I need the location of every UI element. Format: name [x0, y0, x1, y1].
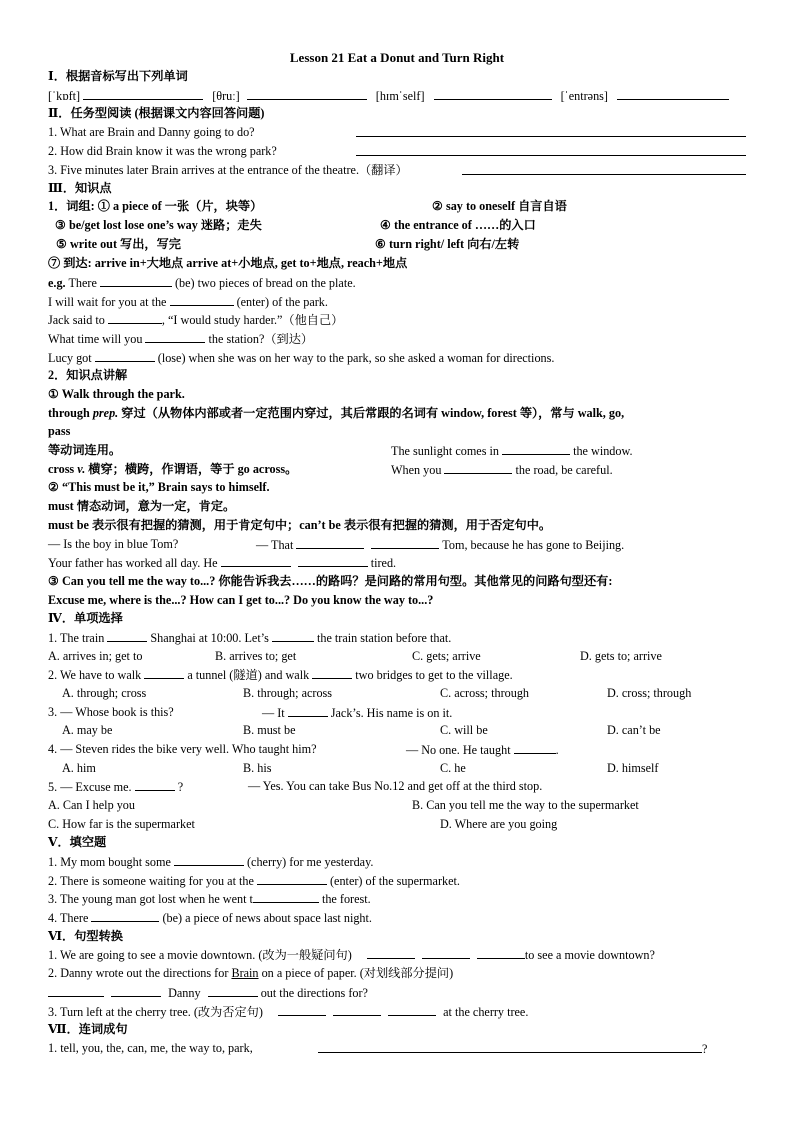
- knowledge-1-title: ① Walk through the park.: [48, 387, 185, 401]
- mc-option[interactable]: D. gets to; arrive: [580, 649, 662, 663]
- answer-blank[interactable]: [221, 555, 291, 567]
- phonetic-4: [ˈentrəns]: [560, 89, 608, 103]
- mc-option[interactable]: A. through; cross: [62, 686, 147, 700]
- reading-question-3: 3. Five minutes later Brain arrives at the entrance of the theatre.（翻译）: [48, 163, 408, 177]
- mc-option[interactable]: A. arrives in; get to: [48, 649, 143, 663]
- must-example-2: Your father has worked all day. He tired.: [48, 556, 397, 570]
- mc-option[interactable]: B. his: [243, 761, 272, 775]
- answer-blank[interactable]: [48, 985, 104, 997]
- answer-blank[interactable]: [272, 630, 314, 642]
- mc-option[interactable]: C. will be: [440, 723, 488, 737]
- example-2: I will wait for you at the (enter) of the park.: [48, 295, 328, 309]
- mc-question-4-answer: — No one. He taught .: [406, 743, 559, 757]
- answer-blank[interactable]: [257, 873, 327, 885]
- fill-question-3: 3. The young man got lost when he went t the forest.: [48, 892, 371, 906]
- answer-blank[interactable]: [288, 705, 328, 717]
- mc-option[interactable]: D. cross; through: [607, 686, 692, 700]
- section-7-heading: Ⅶ．连词成句: [48, 1022, 128, 1036]
- reading-question-2: 2. How did Brain know it was the wrong park?: [48, 144, 277, 158]
- cross-example: When you the road, be careful.: [391, 463, 613, 477]
- answer-blank[interactable]: [111, 985, 161, 997]
- transform-question-2: 2. Danny wrote out the directions for Brain on a piece of paper. (对划线部分提问): [48, 966, 454, 980]
- answer-blank[interactable]: [434, 88, 552, 100]
- answer-blank[interactable]: [477, 947, 525, 959]
- section-5-heading: Ⅴ．填空题: [48, 835, 107, 849]
- through-usage: 等动词连用。: [48, 443, 122, 457]
- phonetic-2: [θruː]: [212, 89, 240, 103]
- answer-blank[interactable]: [253, 891, 319, 903]
- answer-blank[interactable]: [502, 443, 570, 455]
- mc-option[interactable]: D. Where are you going: [440, 817, 558, 831]
- phonetic-1: [ˈkɒft]: [48, 89, 81, 103]
- mc-option[interactable]: B. must be: [243, 723, 296, 737]
- mc-question-3: 3. — Whose book is this?: [48, 705, 174, 719]
- page-title: Lesson 21 Eat a Donut and Turn Right: [289, 50, 505, 65]
- mc-question-5: 5. — Excuse me. ?: [48, 780, 184, 794]
- phrase-6: ⑥ turn right/ left 向右/左转: [375, 237, 520, 251]
- answer-blank[interactable]: [135, 779, 175, 791]
- answer-line[interactable]: [462, 163, 746, 179]
- mc-option[interactable]: D. himself: [607, 761, 659, 775]
- mc-question-2: 2. We have to walk a tunnel (隧道) and walk two bridges to get to the village.: [48, 668, 513, 682]
- knowledge-heading: 2．知识点讲解: [48, 368, 128, 382]
- phrase-2: ② say to oneself 自言自语: [432, 199, 567, 213]
- section-6-heading: Ⅵ．句型转换: [48, 929, 123, 943]
- phonetic-row: [48, 88, 729, 104]
- answer-blank[interactable]: [422, 947, 470, 959]
- answer-blank[interactable]: [278, 1004, 326, 1016]
- knowledge-2-title: ② “This must be it,” Brain says to himself.: [48, 480, 270, 494]
- cross-definition: cross v. 横穿；横跨，作谓语，等于 go across。: [48, 462, 298, 476]
- mc-option[interactable]: B. Can you tell me the way to the supermarket: [412, 798, 639, 812]
- example-4: What time will you the station?（到达）: [48, 332, 314, 346]
- answer-blank[interactable]: [170, 294, 234, 306]
- transform-question-1: 1. We are going to see a movie downtown. (改为一般疑问句) to see a movie downtown?: [48, 948, 655, 962]
- ask-way-patterns: Excuse me, where is the...? How can I get to...? Do you know the way to...?: [48, 593, 434, 607]
- mc-option[interactable]: C. gets; arrive: [412, 649, 481, 663]
- fill-question-4: 4. There (be) a piece of news about space last night.: [48, 911, 372, 925]
- phonetic-3: [hɪmˈself]: [375, 89, 425, 103]
- answer-blank[interactable]: [388, 1004, 436, 1016]
- answer-blank[interactable]: [312, 667, 352, 679]
- mc-option[interactable]: D. can’t be: [607, 723, 661, 737]
- example-1: e.g. There (be) two pieces of bread on the plate.: [48, 276, 356, 290]
- must-definition: must 情态动词，意为一定，肯定。: [48, 499, 236, 513]
- section-3-heading: Ⅲ．知识点: [48, 181, 112, 195]
- section-4-heading: Ⅳ．单项选择: [48, 611, 123, 625]
- phrase-4: ④ the entrance of ……的入口: [380, 218, 536, 232]
- phrase-1: 1．词组: ① a piece of 一张（片，块等）: [48, 199, 263, 213]
- answer-blank[interactable]: [144, 667, 184, 679]
- mc-question-5-reply: — Yes. You can take Bus No.12 and get off at the third stop.: [248, 779, 543, 793]
- word-order-answer: ?: [318, 1041, 707, 1057]
- must-be-definition: must be 表示很有把握的猜测，用于肯定句中；can’t be 表示很有把握的猜测，用于否定句中。: [48, 518, 552, 532]
- answer-blank[interactable]: [617, 88, 729, 100]
- mc-option[interactable]: A. him: [62, 761, 96, 775]
- mc-option[interactable]: C. he: [440, 761, 466, 775]
- answer-blank[interactable]: [108, 312, 162, 324]
- answer-blank[interactable]: [367, 947, 415, 959]
- answer-blank[interactable]: [100, 275, 172, 287]
- answer-blank[interactable]: [208, 985, 258, 997]
- answer-blank[interactable]: [107, 630, 147, 642]
- example-5: Lucy got (lose) when she was on her way to the park, so she asked a woman for directions.: [48, 351, 555, 365]
- mc-question-1: 1. The train Shanghai at 10:00. Let’s the train station before that.: [48, 631, 452, 645]
- transform-question-2-answer: Danny out the directions for?: [48, 985, 368, 1001]
- phrase-5: ⑤ write out 写出，写完: [56, 237, 181, 251]
- phrase-7: ⑦ 到达: arrive in+大地点 arrive at+小地点, get to+地点, reach+地点: [48, 256, 408, 270]
- transform-question-3: 3. Turn left at the cherry tree. (改为否定句) at the cherry tree.: [48, 1005, 529, 1019]
- section-2-heading: Ⅱ．任务型阅读 (根据课文内容回答问题): [48, 106, 265, 120]
- answer-blank[interactable]: [371, 537, 439, 549]
- mc-option[interactable]: C. How far is the supermarket: [48, 817, 195, 831]
- knowledge-3-title: ③ Can you tell me the way to...? 你能告诉我去……的路吗？是问路的常用句型。其他常见的问路句型还有:: [48, 574, 613, 588]
- answer-line[interactable]: [318, 1041, 702, 1053]
- through-example: The sunlight comes in the window.: [391, 444, 633, 458]
- mc-option[interactable]: A. Can I help you: [48, 798, 135, 812]
- mc-question-3-answer: — It Jack’s. His name is on it.: [262, 706, 453, 720]
- answer-blank[interactable]: [514, 742, 556, 754]
- must-example-1-answer: — That Tom, because he has gone to Beijing.: [256, 538, 625, 552]
- must-example-1: — Is the boy in blue Tom?: [48, 537, 179, 551]
- answer-blank[interactable]: [333, 1004, 381, 1016]
- answer-line[interactable]: [356, 125, 746, 141]
- word-order-question-1: 1. tell, you, the, can, me, the way to, park,: [48, 1041, 253, 1055]
- phrase-3: ③ be/get lost lose one’s way 迷路；走失: [55, 218, 262, 232]
- reading-question-1: 1. What are Brain and Danny going to do?: [48, 125, 255, 139]
- through-definition-cont: pass: [48, 424, 71, 438]
- example-3: Jack said to , “I would study harder.”（他自己）: [48, 313, 344, 327]
- mc-option[interactable]: B. arrives to; get: [215, 649, 297, 663]
- answer-blank[interactable]: [83, 88, 203, 100]
- answer-blank[interactable]: [91, 910, 159, 922]
- answer-blank[interactable]: [298, 555, 368, 567]
- answer-blank[interactable]: [174, 854, 244, 866]
- mc-question-4: 4. — Steven rides the bike very well. Who taught him?: [48, 742, 317, 756]
- mc-option[interactable]: B. through; across: [243, 686, 333, 700]
- through-definition: through prep. 穿过（从物体内部或者一定范围内穿过，其后常跟的名词有 window, forest 等），常与 walk, go,: [48, 406, 625, 420]
- mc-option[interactable]: A. may be: [62, 723, 113, 737]
- section-1-heading: Ⅰ．根据音标写出下列单词: [48, 69, 188, 83]
- answer-blank[interactable]: [296, 537, 364, 549]
- fill-question-2: 2. There is someone waiting for you at the (enter) of the supermarket.: [48, 874, 460, 888]
- answer-blank[interactable]: [145, 331, 205, 343]
- answer-blank[interactable]: [247, 88, 367, 100]
- mc-option[interactable]: C. across; through: [440, 686, 530, 700]
- answer-blank[interactable]: [444, 462, 512, 474]
- answer-line[interactable]: [356, 144, 746, 160]
- fill-question-1: 1. My mom bought some (cherry) for me yesterday.: [48, 855, 374, 869]
- answer-blank[interactable]: [95, 350, 155, 362]
